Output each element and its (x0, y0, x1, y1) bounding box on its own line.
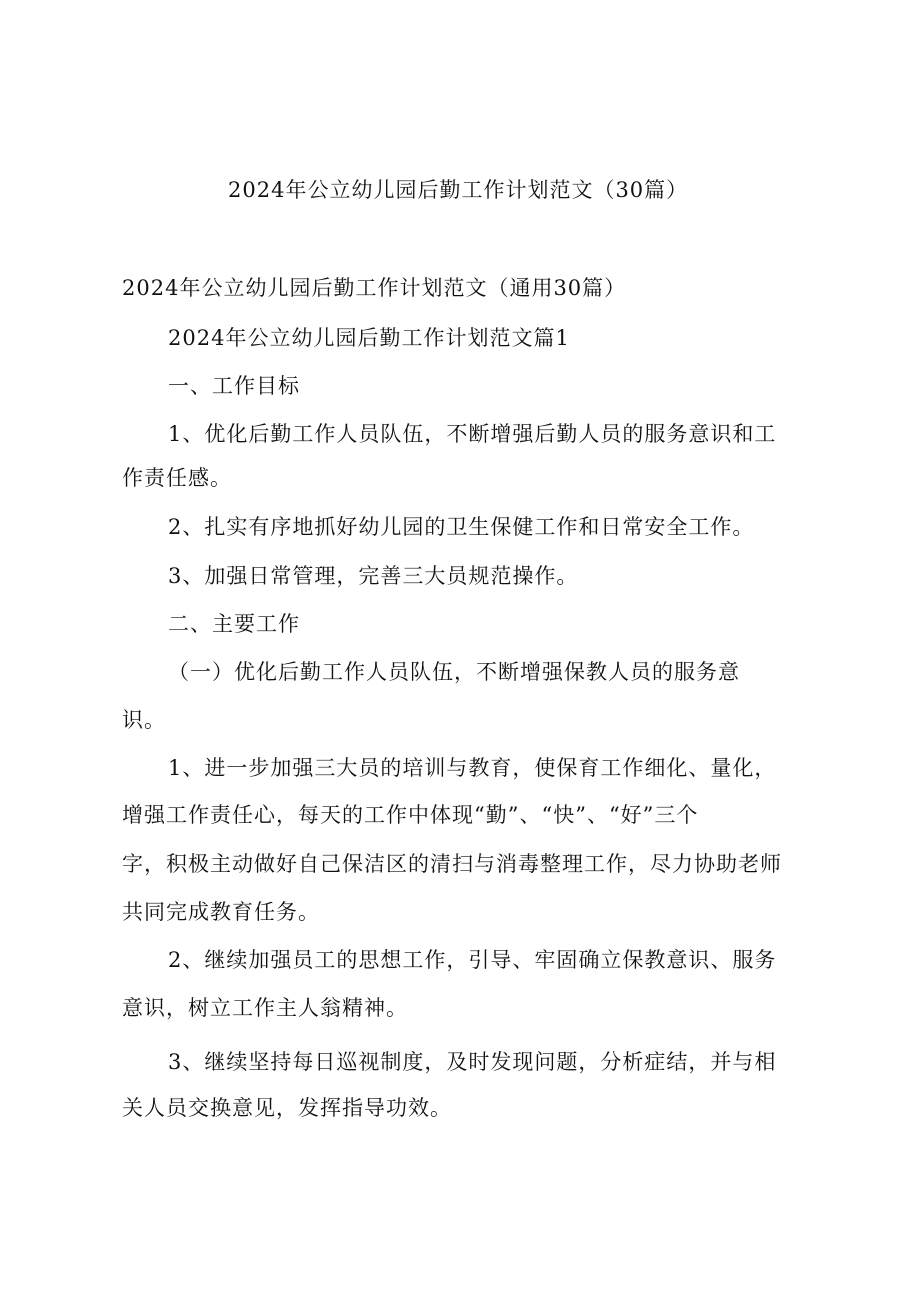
paragraph-line: 二、主要工作 (168, 612, 300, 636)
paragraph-line: 1、优化后勤工作人员队伍，不断增强后勤人员的服务意识和工 (168, 422, 777, 446)
paragraph-line: 一、工作目标 (168, 374, 300, 398)
paragraph-line: 关人员交换意见，发挥指导功效。 (122, 1096, 452, 1120)
paragraph-line: 2、继续加强员工的思想工作，引导、牢固确立保教意识、服务 (168, 948, 777, 972)
paragraph-line: 3、加强日常管理，完善三大员规范操作。 (168, 564, 579, 588)
paragraph-line: 2、扎实有序地抓好幼儿园的卫生保健工作和日常安全工作。 (168, 515, 755, 539)
paragraph-line: 意识，树立工作主人翁精神。 (122, 996, 408, 1020)
document-subtitle: 2024年公立幼儿园后勤工作计划范文（通用30篇） (122, 276, 627, 300)
paragraph-line: 作责任感。 (122, 466, 232, 490)
paragraph-line: 字，积极主动做好自己保洁区的清扫与消毒整理工作，尽力协助老师 (122, 852, 782, 876)
paragraph-line: （一）优化后勤工作人员队伍，不断增强保教人员的服务意 (168, 660, 740, 684)
paragraph-line: 识。 (122, 708, 166, 732)
document-title: 2024年公立幼儿园后勤工作计划范文（30篇） (228, 178, 689, 202)
section-heading: 2024年公立幼儿园后勤工作计划范文篇1 (168, 326, 570, 350)
paragraph-line: 共同完成教育任务。 (122, 900, 320, 924)
paragraph-line: 3、继续坚持每日巡视制度，及时发现问题，分析症结，并与相 (168, 1050, 777, 1074)
paragraph-line: 增强工作责任心，每天的工作中体现“勤”、“快”、“好”三个 (122, 803, 699, 827)
paragraph-line: 1、进一步加强三大员的培训与教育，使保育工作细化、量化， (168, 756, 777, 780)
